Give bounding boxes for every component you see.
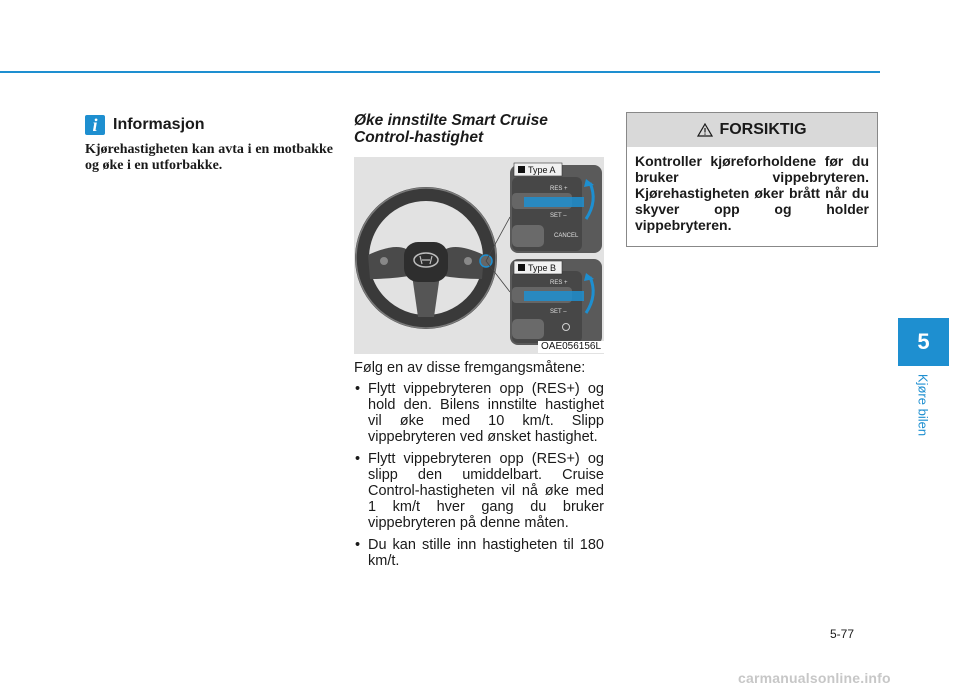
list-item: • Flytt vippebryteren opp (RES+) og hold den. Bilens innstilte hastighet vil øke med 10 km/t. Slipp vippebryteren ved ønsket hastighet.: [355, 381, 604, 445]
section-body: [354, 360, 604, 575]
caution-title: FORSIKTIG: [719, 121, 807, 138]
list-item: • Du kan stille inn hastigheten til 180 km/t.: [355, 537, 604, 569]
figure-code: OAE056156L: [538, 341, 604, 353]
section-intro: Følg en av disse fremgangsmåtene:: [354, 360, 586, 376]
steering-wheel-icon: [356, 188, 496, 328]
steering-wheel-illustration: [354, 157, 604, 354]
type-b-label: Type B: [528, 263, 557, 273]
top-rule: [0, 71, 880, 73]
info-title: Informasjon: [113, 116, 205, 133]
warning-triangle-icon: [697, 123, 713, 137]
caution-box: [626, 112, 878, 247]
type-a-label: Type A: [528, 165, 556, 175]
list-item: • Flytt vippebryteren opp (RES+) og slipp den umiddelbart. Cruise Control-hastigheten vil nå øke med 1 km/t hver gang du bruker vippebryteren på denne måten.: [355, 451, 604, 531]
type-a-set-label: SET –: [550, 213, 567, 219]
type-a-square-icon: [518, 166, 525, 173]
bullet-list: [354, 381, 604, 569]
chapter-label: Kjøre bilen: [915, 373, 931, 437]
steering-wheel-figure: [354, 157, 604, 354]
caution-header: [627, 113, 877, 147]
page-number: 5-77: [830, 627, 855, 641]
type-b-highlight: [524, 291, 584, 301]
type-b-res-label: RES +: [550, 280, 568, 286]
caution-text: Kontroller kjøreforholdene før du bruker vippebryteren. Kjørehastigheten øker brått når du skyver opp og holder vippebryteren.: [635, 153, 869, 233]
info-text: Kjørehastigheten kan avta i en motbakke og øke i en utforbakke.: [85, 142, 333, 173]
bullet-icon: •: [355, 381, 361, 397]
bullet-icon: •: [355, 451, 361, 467]
info-heading: [85, 115, 205, 135]
type-b-set-label: SET –: [550, 309, 567, 315]
type-b-square-icon: [518, 264, 525, 271]
section-title: Øke innstilte Smart Cruise Control-hastighet: [354, 112, 548, 146]
type-a-highlight: [524, 197, 584, 207]
watermark: carmanualsonline.info: [738, 670, 891, 686]
type-a-res-label: RES +: [550, 186, 568, 192]
info-icon: i: [85, 115, 105, 135]
chapter-tab: 5: [898, 318, 949, 366]
type-a-cancel-label: CANCEL: [554, 233, 579, 239]
bullet-icon: •: [355, 537, 361, 553]
